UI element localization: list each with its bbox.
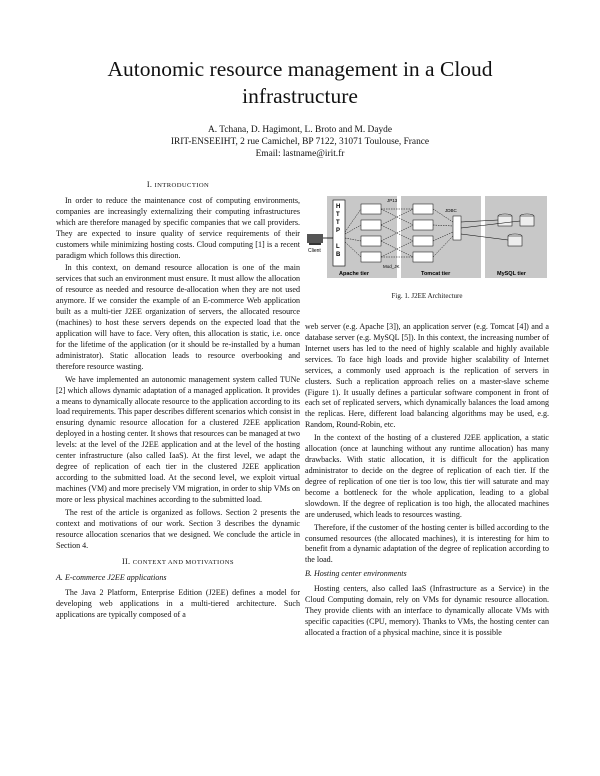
right-column <box>305 322 549 641</box>
paper-title: Autonomic resource management in a Cloud infrastructure <box>107 57 493 108</box>
svg-text:T: T <box>336 220 340 226</box>
context-paragraph-4: Therefore, if the customer of the hosting center is billed according to the consumed resources (the allocated machines), it is interesting for him to benefit from a dynamic adaptation of the degree of replication according to the load. <box>305 522 549 565</box>
intro-paragraph-3: We have implemented an autonomic management system called TUNe [2] which allows dynamic adaptation of a managed application. It provides a means to dynamically allocate resource to the application according to its load requirements. This paper describes different scenarios which consist in ensuring dynamic resource allocation for a clustered J2EE application deployed in a hosting center. It shows that resources can be managed at two levels: at the level of the J2EE application and at the level of the hosting center infrastructure (also called IaaS). At the first level, we adapt the degree of replication of each tier in the clustered J2EE application according to the submitted load. At the second level, we exploit virtual machines (VM) and more precisely VM migration, in order to ship VMs on more or less physical machines according to the submitted load. <box>56 374 300 504</box>
client-label: Client <box>308 248 321 254</box>
intro-paragraph-4: The rest of the article is organized as follows. Section 2 presents the context and motivations of our work. Section 3 describes the dynamic resource allocation scenarios that we designed. We conclude the article in Section 4. <box>56 507 300 550</box>
authors: A. Tchana, D. Hagimont, L. Broto and M. Dayde <box>207 125 393 135</box>
svg-text:P: P <box>336 228 341 234</box>
tomcat-server-4 <box>413 252 433 262</box>
mysql-db-1-icon <box>498 214 512 226</box>
hosting-paragraph-1: Hosting centers, also called IaaS (Infrastructure as a Service) in the Cloud Computing domain, rely on VMs for dynamic resource allocation. They provide clients with an interface to dynamically allocate VMs with specific capacities (CPU, memory). Thanks to VMs, the hosting center can allocated a fraction of a physical machine, since it is possible <box>305 584 549 637</box>
tomcat-server-3 <box>413 236 433 246</box>
mysql-db-2-icon <box>520 214 534 226</box>
left-column <box>56 180 300 623</box>
email: Email: lastname@irit.fr <box>255 149 345 159</box>
jdbc-box <box>453 216 461 240</box>
author-block <box>100 124 500 160</box>
tomcat-server-1 <box>413 204 433 214</box>
client-icon <box>307 234 323 243</box>
apache-server-1 <box>361 204 381 214</box>
jp13-label: JP13 <box>387 198 398 203</box>
tomcat-tier-label: Tomcat tier <box>421 271 451 277</box>
svg-text:L: L <box>336 244 340 250</box>
j2ee-architecture-figure <box>305 192 549 284</box>
apache-server-3 <box>361 236 381 246</box>
svg-text:H: H <box>336 204 341 210</box>
intro-paragraph-1: In order to reduce the maintenance cost of computing environments, companies are increasingly externalizing their computing infrastructures which are therefore managed by specific companies that we call providers. They are expected to insure quality of service requirements of their customers while minimizing hosting costs. Cloud computing [1] is a recent paradigm which follows this direction. <box>56 195 300 260</box>
context-paragraph-3: In the context of the hosting of a clustered J2EE application, a static allocation (once at launching without any runtime allocation) has many drawbacks. With static allocation, it is difficult for the application administrator to decide on the degree of replication of each tier. If the degree of replication of one tier is too low, this tier will saturate and may become a bottleneck for the whole application, leading to a global slowdown. If the degree of replication is too high, the allocated machines are underused, which leads to resources wasting. <box>305 433 549 519</box>
mysql-tier-label: MySQL tier <box>497 271 526 277</box>
section-heading-context: II. CONTEXT AND MOTIVATIONS <box>121 557 235 567</box>
context-paragraph-1: The Java 2 Platform, Enterprise Edition (J2EE) defines a model for developing web applications in a multi-tiered architecture. Such applications are typically composed of a <box>56 588 300 620</box>
modjk-label: Mod_JK <box>383 264 400 269</box>
apache-tier-label: Apache tier <box>339 271 369 277</box>
jdbc-label: JDBC <box>445 208 457 213</box>
intro-paragraph-2: In this context, on demand resource allocation is one of the main services that such an environment must ensure. It must allow the allocation of resource as needed and resource de-allocation when they are not used anymore. If we consider the example of an E-commerce Web application built as a multi-tier J2EE organization of servers, the allocated resource (machines) to host these servers depends on the expected load that the application will have to face. Very often, this allocation is static, i.e. once for the lifetime of the application (or it should be re-installed by a human administrator). Static allocation leads to resource overbooking and therefore resource wasting. <box>56 263 300 371</box>
context-paragraph-2: web server (e.g. Apache [3]), an application server (e.g. Tomcat [4]) and a database server (e.g. MySQL [5]). In this context, the increasing number of Internet users has led to the need of highly scalable and highly available services. To face high loads and provide higher scalability of Internet services, a commonly used approach is the replication of servers in clusters. Such a replication approach relies on a master-slave scheme (Figure 1). It usually defines a particular software component in front of each set of replicated servers, which dynamically balances the load among the replicas. Here, different load balancing algorithms may be used, e.g. Random, Round-Robin, etc. <box>305 322 549 430</box>
svg-text:B: B <box>336 252 341 258</box>
apache-server-4 <box>361 252 381 262</box>
apache-server-2 <box>361 220 381 230</box>
section-heading-introduction: I. INTRODUCTION <box>146 180 210 189</box>
affiliation: IRIT-ENSEEIHT, 2 rue Camichel, BP 7122, 31071 Toulouse, France <box>170 137 430 147</box>
tomcat-server-2 <box>413 220 433 230</box>
mysql-db-3-icon <box>508 234 522 246</box>
subsection-heading-j2ee: A. E-commerce J2EE applications <box>56 573 167 583</box>
figure-caption: Fig. 1. J2EE Architecture <box>391 292 463 300</box>
subsection-heading-hosting: B. Hosting center environments <box>305 569 407 579</box>
svg-text:T: T <box>336 212 340 218</box>
